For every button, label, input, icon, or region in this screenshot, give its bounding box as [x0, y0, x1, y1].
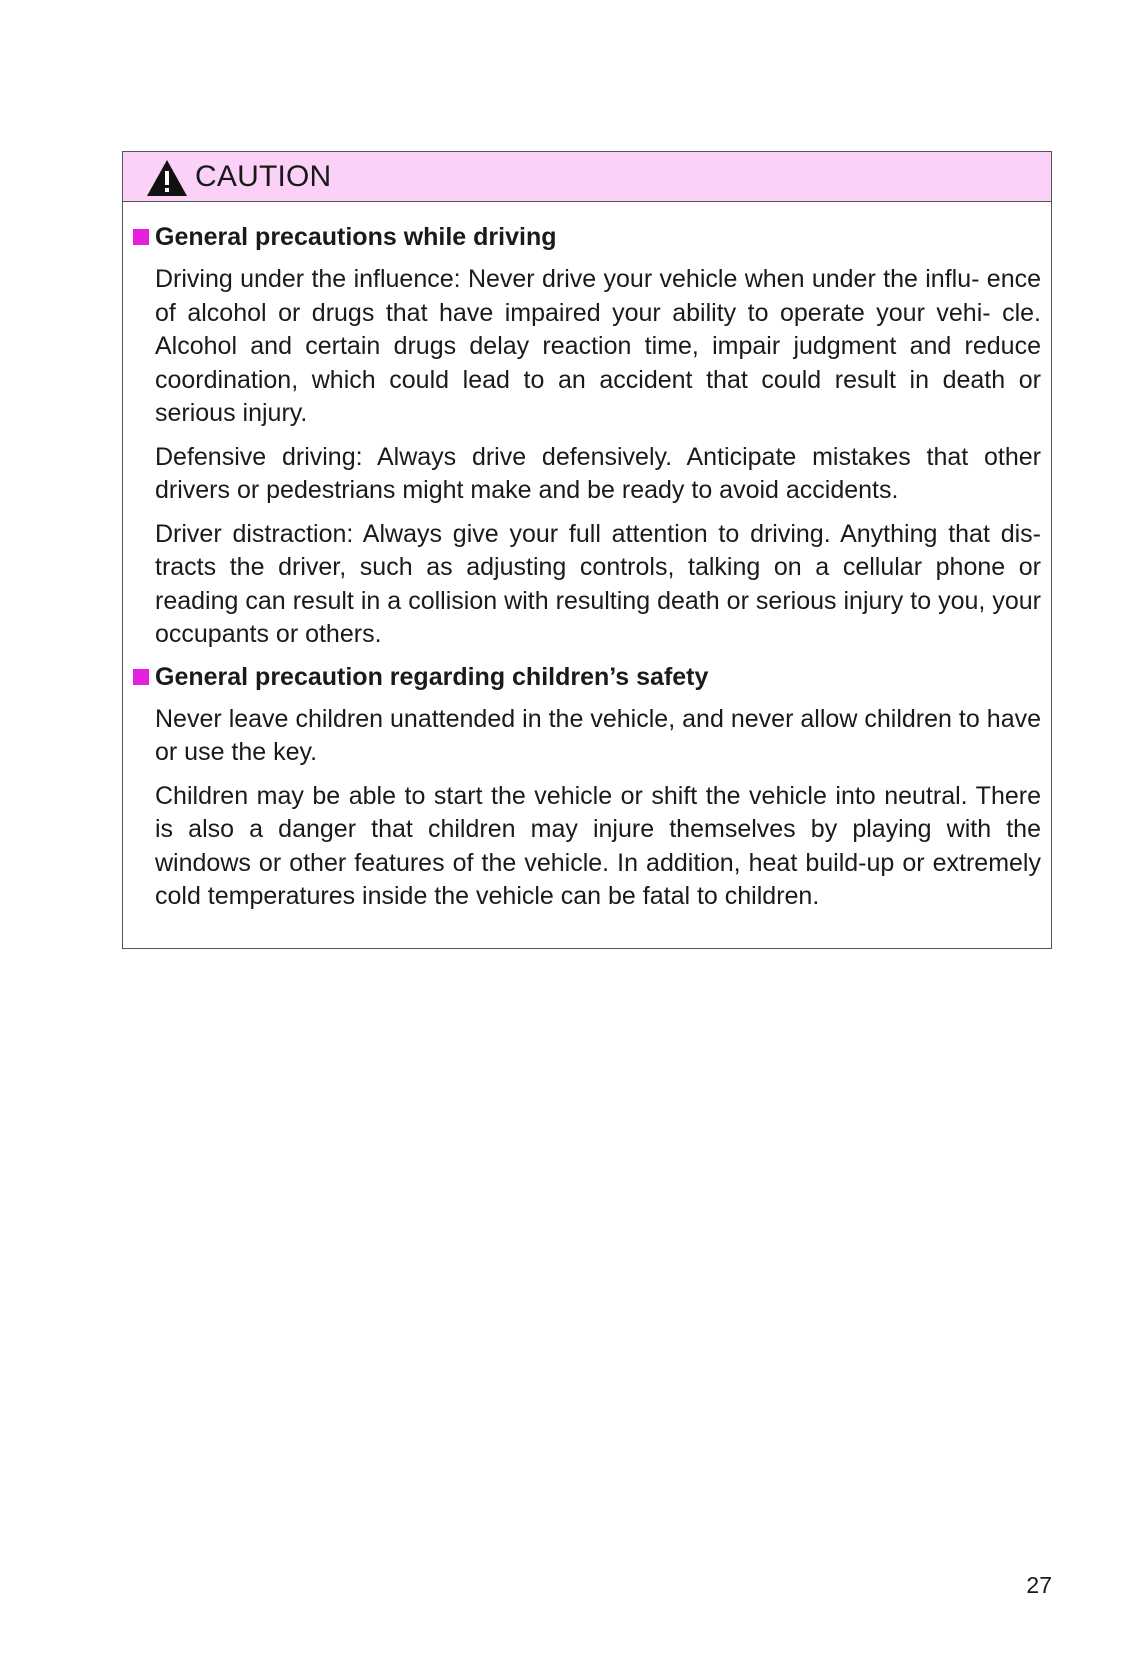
paragraph-children-dangers: Children may be able to start the vehicle or shift the vehicle into neutral. There is also a danger that children may injure themselves by playing with the windows or other features of the vehicle. In addition, heat build-up or extremely cold temperatures inside the vehicle can be fatal to children. [155, 781, 1041, 910]
caution-body [123, 221, 1051, 914]
section-heading-text: General precautions while driving [155, 223, 557, 251]
paragraph-children-unattended: Never leave children unattended in the vehicle, and never allow children to have or use the key. [155, 704, 1041, 766]
warning-triangle-icon [145, 158, 189, 198]
section-heading-driving [123, 221, 1041, 253]
caution-header [123, 152, 1051, 202]
paragraph-driving-under-influence: Driving under the influence: Never drive your vehicle when under the influ- ence of alcohol or drugs that have impaired your ability to operate your vehi- cle. Alcohol and certain drugs delay reaction time, impair judgment and reduce coordination, which could lead to an accident that could result in death or serious injury. [155, 265, 1041, 427]
paragraph-defensive-driving: Defensive driving: Always drive defensively. Anticipate mistakes that other drivers or pedestrians might make and be ready to avoid accidents. [155, 442, 1041, 504]
section-heading-children [123, 661, 1041, 693]
section-bullet-square [133, 669, 149, 685]
section-bullet-square [133, 229, 149, 245]
paragraph-driver-distraction: Driver distraction: Always give your full attention to driving. Anything that dis- tracts the driver, such as adjusting controls, talking on a cellular phone or reading can result in a collision with resulting death or serious injury to you, your occupants or others. [155, 519, 1041, 648]
caution-box [122, 151, 1052, 949]
caution-title: CAUTION [195, 160, 332, 193]
section-heading-text: General precaution regarding children’s safety [155, 662, 709, 691]
page-number: 27 [1026, 1572, 1052, 1598]
